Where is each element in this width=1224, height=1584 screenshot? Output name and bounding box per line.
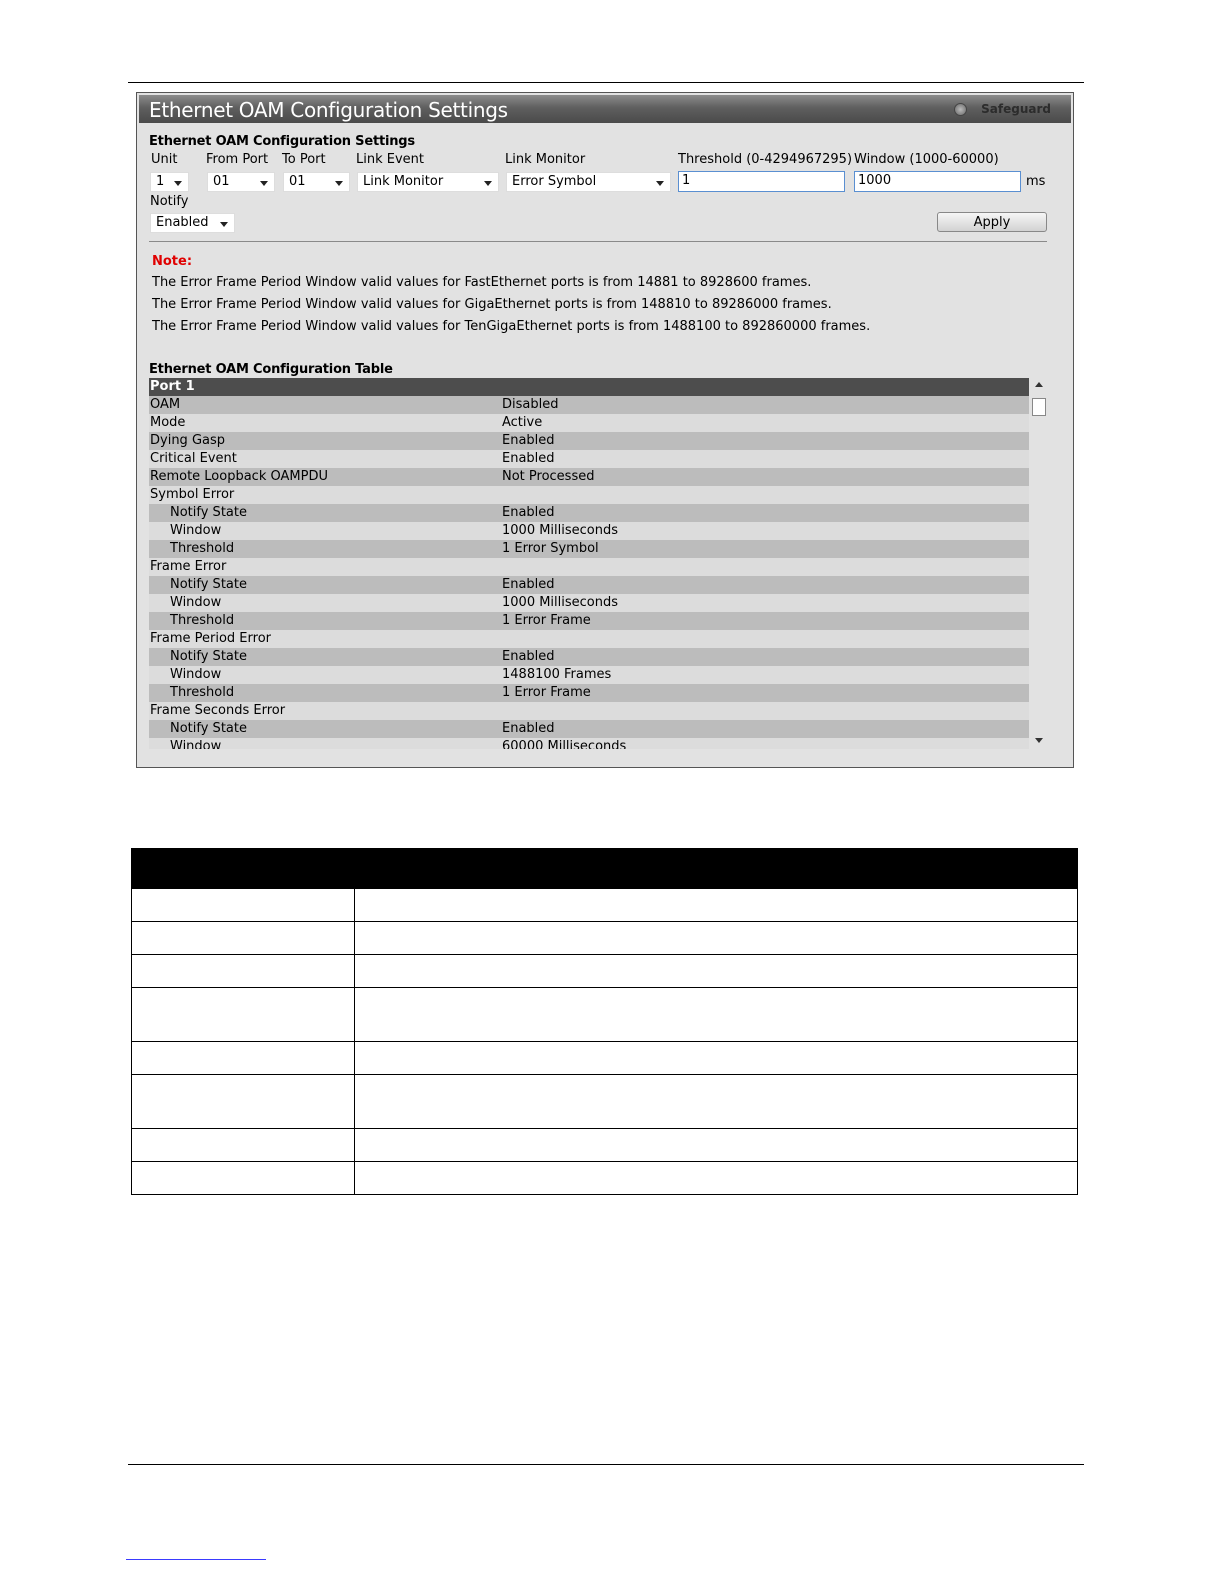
table-row	[149, 576, 1029, 594]
unit-label: Unit	[151, 152, 178, 167]
from-port-select[interactable]	[207, 172, 275, 192]
header-cell	[132, 849, 355, 889]
link-monitor-label: Link Monitor	[505, 152, 586, 167]
safeguard-label: Safeguard	[981, 102, 1051, 116]
row-name: Window	[170, 595, 222, 610]
window-label: Window (1000-60000)	[854, 152, 999, 167]
row-name: Critical Event	[150, 451, 237, 466]
to-port-label: To Port	[282, 152, 326, 167]
table-cell	[132, 1129, 355, 1162]
row-name: OAM	[150, 397, 181, 412]
apply-button[interactable]: Apply	[937, 212, 1047, 232]
table-scrollbar[interactable]	[1031, 378, 1047, 749]
table-row	[132, 955, 1078, 988]
row-value: 1488100 Frames	[502, 667, 612, 682]
chevron-down-icon	[484, 181, 492, 186]
row-name: Window	[170, 523, 222, 538]
row-name: Frame Seconds Error	[150, 703, 286, 718]
row-name: Dying Gasp	[150, 433, 226, 448]
table-row	[132, 1075, 1078, 1129]
footer-link-underline[interactable]	[126, 1559, 266, 1560]
table-row	[149, 720, 1029, 738]
table-row	[149, 612, 1029, 630]
from-port-value: 01	[213, 174, 230, 189]
table-cell	[355, 1075, 1078, 1129]
notify-label: Notify	[150, 194, 189, 209]
table-row	[149, 540, 1029, 558]
table-row	[149, 738, 1029, 749]
row-value: 60000 Milliseconds	[502, 739, 627, 749]
description-table-header	[132, 849, 1078, 889]
table-cell	[355, 922, 1078, 955]
row-value: 1 Error Frame	[502, 613, 591, 628]
parameter-description-table	[131, 848, 1078, 1195]
table-row	[149, 594, 1029, 612]
table-cell	[132, 1162, 355, 1195]
chevron-down-icon	[656, 181, 664, 186]
row-name: Notify State	[170, 721, 247, 736]
table-row	[149, 486, 1029, 504]
row-value: Enabled	[502, 451, 555, 466]
scroll-down-arrow-icon[interactable]	[1035, 738, 1043, 743]
table-row	[149, 504, 1029, 522]
header-cell	[355, 849, 1078, 889]
section-divider	[149, 241, 1047, 242]
link-event-value: Link Monitor	[363, 174, 444, 189]
table-heading: Ethernet OAM Configuration Table	[149, 362, 393, 377]
row-name: Mode	[150, 415, 186, 430]
table-row	[149, 396, 1029, 414]
table-row	[149, 666, 1029, 684]
table-row	[149, 702, 1029, 720]
scroll-thumb[interactable]	[1032, 398, 1046, 416]
oam-config-panel	[136, 92, 1074, 768]
unit-value: 1	[156, 174, 165, 189]
table-row	[132, 889, 1078, 922]
row-name: Window	[170, 739, 222, 749]
chevron-down-icon	[174, 181, 182, 186]
table-cell	[355, 1042, 1078, 1075]
table-cell	[132, 955, 355, 988]
row-name: Symbol Error	[150, 487, 235, 502]
row-value: Enabled	[502, 433, 555, 448]
table-cell	[132, 1075, 355, 1129]
row-value: Not Processed	[502, 469, 595, 484]
notify-value: Enabled	[156, 215, 209, 230]
table-row	[149, 630, 1029, 648]
row-name: Notify State	[170, 649, 247, 664]
row-value: Enabled	[502, 505, 555, 520]
notify-select[interactable]	[150, 213, 235, 233]
row-value: 1 Error Frame	[502, 685, 591, 700]
table-row	[149, 414, 1029, 432]
to-port-select[interactable]	[283, 172, 350, 192]
table-cell	[355, 988, 1078, 1042]
ms-unit-label: ms	[1026, 174, 1046, 189]
settings-heading: Ethernet OAM Configuration Settings	[149, 134, 415, 149]
table-row	[149, 432, 1029, 450]
row-name: Frame Period Error	[150, 631, 271, 646]
link-monitor-select[interactable]	[506, 172, 671, 192]
scroll-up-arrow-icon[interactable]	[1035, 382, 1043, 387]
table-port-header	[149, 378, 1029, 396]
table-row	[149, 648, 1029, 666]
chevron-down-icon	[260, 181, 268, 186]
note-line-fastethernet: The Error Frame Period Window valid values for FastEthernet ports is from 14881 to 8928600 frames.	[152, 275, 812, 290]
note-line-gigaethernet: The Error Frame Period Window valid values for GigaEthernet ports is from 148810 to 89286000 frames.	[152, 297, 832, 312]
row-value: Enabled	[502, 649, 555, 664]
table-cell	[355, 889, 1078, 922]
port-header-label: Port 1	[150, 379, 195, 394]
header-rule	[128, 82, 1084, 83]
note-label: Note:	[152, 254, 193, 269]
panel-header	[139, 95, 1071, 123]
row-value: Enabled	[502, 577, 555, 592]
table-cell	[355, 1129, 1078, 1162]
from-port-label: From Port	[206, 152, 269, 167]
row-value: 1000 Milliseconds	[502, 523, 619, 538]
table-cell	[355, 1162, 1078, 1195]
row-name: Notify State	[170, 577, 247, 592]
table-row	[149, 684, 1029, 702]
table-row	[149, 558, 1029, 576]
table-row	[132, 1162, 1078, 1195]
table-row	[132, 1129, 1078, 1162]
row-value: 1 Error Symbol	[502, 541, 599, 556]
window-input[interactable]: 1000	[854, 171, 1021, 192]
table-row	[132, 988, 1078, 1042]
table-cell	[355, 955, 1078, 988]
row-value: Active	[502, 415, 543, 430]
oam-config-table	[149, 378, 1029, 749]
table-cell	[132, 988, 355, 1042]
row-name: Threshold	[170, 541, 235, 556]
row-value: Disabled	[502, 397, 559, 412]
table-cell	[132, 1042, 355, 1075]
link-monitor-value: Error Symbol	[512, 174, 597, 189]
link-event-label: Link Event	[356, 152, 424, 167]
table-row	[132, 922, 1078, 955]
table-cell	[132, 922, 355, 955]
panel-title: Ethernet OAM Configuration Settings	[149, 98, 508, 122]
table-row	[149, 522, 1029, 540]
to-port-value: 01	[289, 174, 306, 189]
row-name: Threshold	[170, 685, 235, 700]
safeguard-icon	[954, 103, 967, 116]
table-row	[149, 450, 1029, 468]
row-name: Window	[170, 667, 222, 682]
footer-rule	[128, 1464, 1084, 1465]
row-name: Remote Loopback OAMPDU	[150, 469, 328, 484]
row-value: Enabled	[502, 721, 555, 736]
threshold-label: Threshold (0-4294967295)	[678, 152, 853, 167]
table-row	[149, 468, 1029, 486]
table-cell	[132, 889, 355, 922]
chevron-down-icon	[335, 181, 343, 186]
threshold-input[interactable]: 1	[678, 171, 845, 192]
unit-select[interactable]	[150, 172, 189, 192]
note-line-tengigaethernet: The Error Frame Period Window valid values for TenGigaEthernet ports is from 1488100 to 892860000 frames.	[152, 319, 871, 334]
table-row	[132, 1042, 1078, 1075]
row-name: Frame Error	[150, 559, 227, 574]
row-name: Notify State	[170, 505, 247, 520]
row-value: 1000 Milliseconds	[502, 595, 619, 610]
row-name: Threshold	[170, 613, 235, 628]
chevron-down-icon	[220, 222, 228, 227]
link-event-select[interactable]	[357, 172, 499, 192]
